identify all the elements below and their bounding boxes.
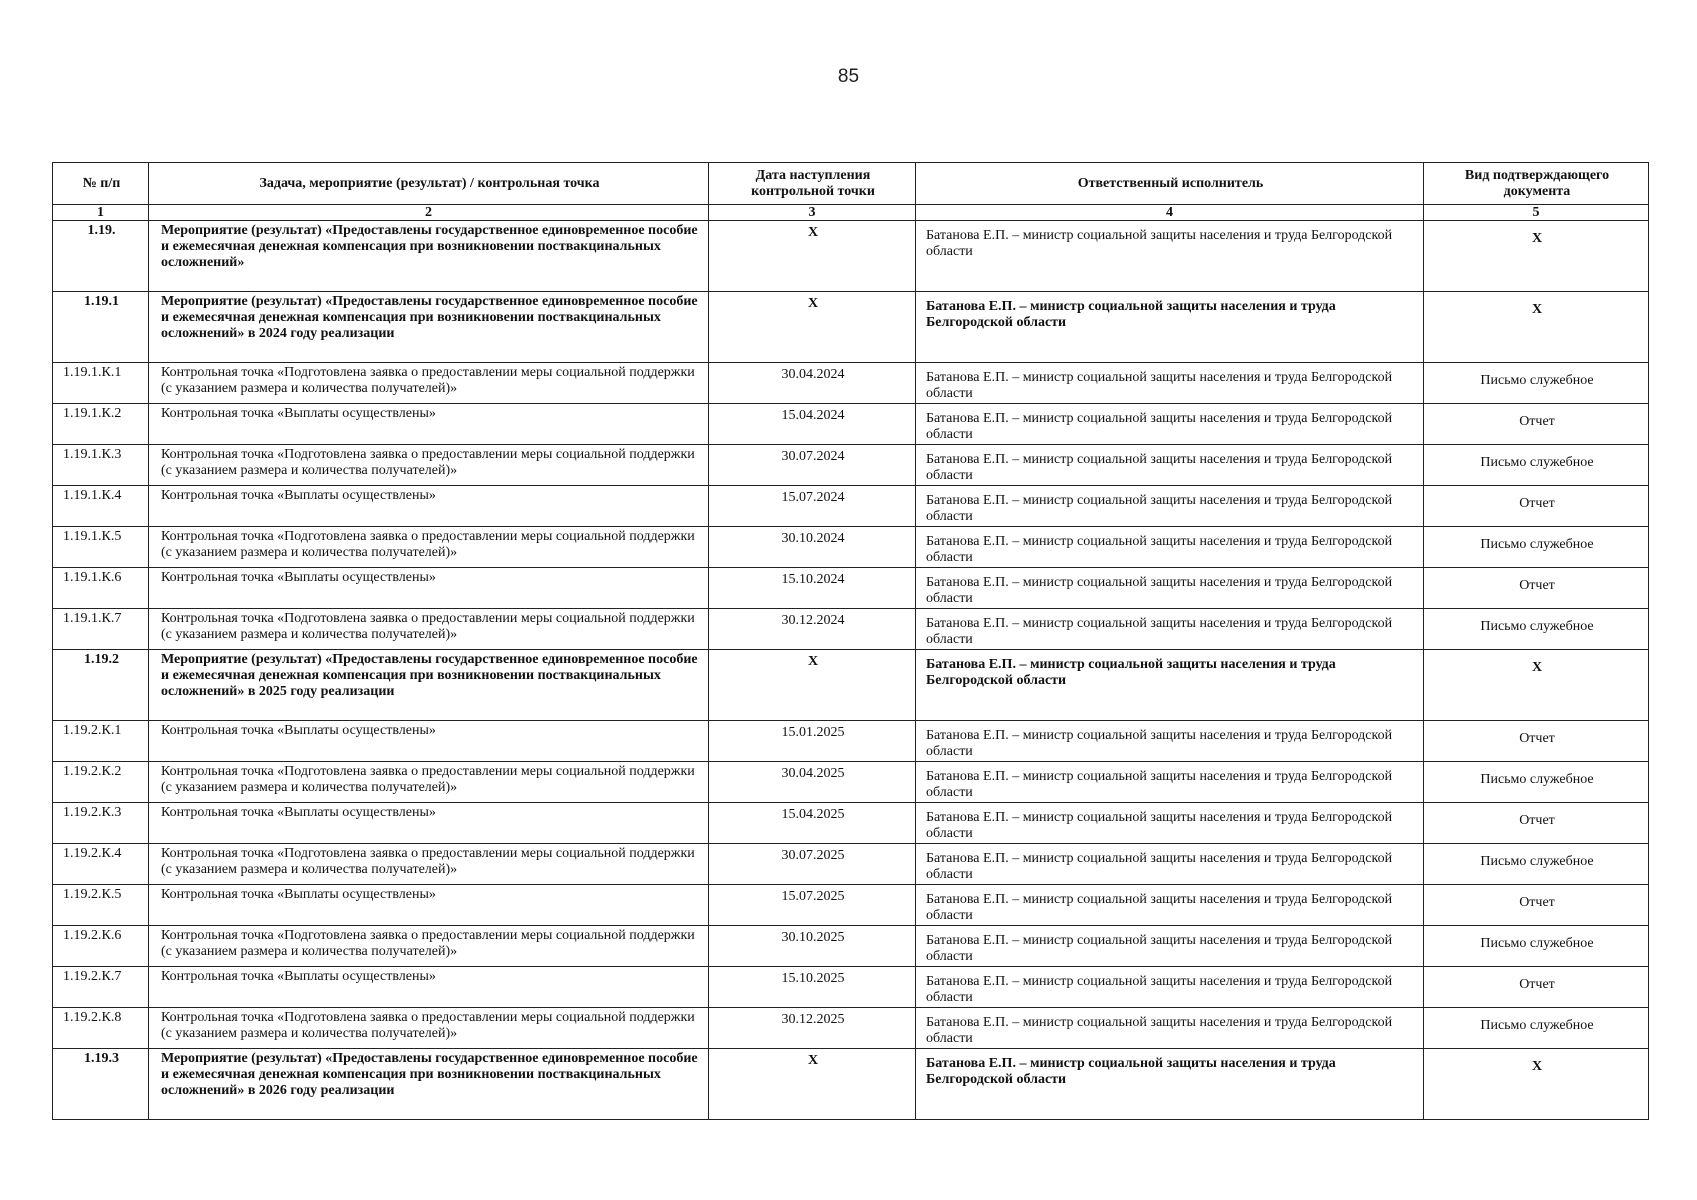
row-responsible: Батанова Е.П. – министр социальной защиты населения и труда Белгородской области bbox=[916, 762, 1424, 803]
plan-table bbox=[52, 162, 1649, 1120]
table-row bbox=[53, 926, 1649, 967]
row-date: X bbox=[709, 650, 916, 721]
row-date: 30.07.2025 bbox=[709, 844, 916, 885]
row-number: 1.19.2.К.6 bbox=[53, 926, 149, 967]
row-task: Контрольная точка «Подготовлена заявка о предоставлении меры социальной поддержки (с указанием размера и количества получателей)» bbox=[149, 844, 709, 885]
row-responsible: Батанова Е.П. – министр социальной защиты населения и труда Белгородской области bbox=[916, 1008, 1424, 1049]
row-date: 30.10.2024 bbox=[709, 527, 916, 568]
row-task: Контрольная точка «Выплаты осуществлены» bbox=[149, 486, 709, 527]
row-number: 1.19.1.К.6 bbox=[53, 568, 149, 609]
row-number: 1.19.1.К.1 bbox=[53, 363, 149, 404]
row-document: Письмо служебное bbox=[1424, 926, 1649, 967]
row-responsible: Батанова Е.П. – министр социальной защиты населения и труда Белгородской области bbox=[916, 926, 1424, 967]
row-responsible: Батанова Е.П. – министр социальной защиты населения и труда Белгородской области bbox=[916, 1049, 1424, 1120]
row-number: 1.19.2.К.8 bbox=[53, 1008, 149, 1049]
column-number-row bbox=[53, 205, 1649, 221]
row-document: X bbox=[1424, 292, 1649, 363]
row-responsible: Батанова Е.П. – министр социальной защиты населения и труда Белгородской области bbox=[916, 404, 1424, 445]
row-responsible: Батанова Е.П. – министр социальной защиты населения и труда Белгородской области bbox=[916, 221, 1424, 292]
row-date: 15.04.2025 bbox=[709, 803, 916, 844]
row-date: X bbox=[709, 1049, 916, 1120]
column-number-1: 1 bbox=[53, 205, 149, 221]
row-task: Контрольная точка «Подготовлена заявка о предоставлении меры социальной поддержки (с указанием размера и количества получателей)» bbox=[149, 1008, 709, 1049]
row-responsible: Батанова Е.П. – министр социальной защиты населения и труда Белгородской области bbox=[916, 650, 1424, 721]
row-document: Отчет bbox=[1424, 803, 1649, 844]
row-document: Письмо служебное bbox=[1424, 1008, 1649, 1049]
row-document: X bbox=[1424, 221, 1649, 292]
row-responsible: Батанова Е.П. – министр социальной защиты населения и труда Белгородской области bbox=[916, 445, 1424, 486]
row-responsible: Батанова Е.П. – министр социальной защиты населения и труда Белгородской области bbox=[916, 363, 1424, 404]
table-row bbox=[53, 363, 1649, 404]
row-number: 1.19.2.К.4 bbox=[53, 844, 149, 885]
row-document: Отчет bbox=[1424, 885, 1649, 926]
row-date: 15.01.2025 bbox=[709, 721, 916, 762]
row-task: Контрольная точка «Выплаты осуществлены» bbox=[149, 967, 709, 1008]
table-row bbox=[53, 445, 1649, 486]
row-document: Отчет bbox=[1424, 404, 1649, 445]
table-row bbox=[53, 885, 1649, 926]
row-document: Письмо служебное bbox=[1424, 527, 1649, 568]
table-row bbox=[53, 292, 1649, 363]
row-number: 1.19.2.К.5 bbox=[53, 885, 149, 926]
row-date: 15.10.2024 bbox=[709, 568, 916, 609]
row-number: 1.19.2.К.7 bbox=[53, 967, 149, 1008]
row-date: 15.07.2024 bbox=[709, 486, 916, 527]
header-date: Дата наступления контрольной точки bbox=[709, 163, 916, 205]
row-task: Мероприятие (результат) «Предоставлены государственное единовременное пособие и ежемесячная денежная компенсация при возникновении поствакцинальных осложнений» в 2026 году реализации bbox=[149, 1049, 709, 1120]
row-number: 1.19.2 bbox=[53, 650, 149, 721]
header-responsible: Ответственный исполнитель bbox=[916, 163, 1424, 205]
row-task: Мероприятие (результат) «Предоставлены государственное единовременное пособие и ежемесячная денежная компенсация при возникновении поствакцинальных осложнений» bbox=[149, 221, 709, 292]
row-document: Отчет bbox=[1424, 568, 1649, 609]
column-number-2: 2 bbox=[149, 205, 709, 221]
row-document: Письмо служебное bbox=[1424, 363, 1649, 404]
row-number: 1.19.1.К.5 bbox=[53, 527, 149, 568]
row-date: X bbox=[709, 221, 916, 292]
table-row bbox=[53, 803, 1649, 844]
row-number: 1.19.1.К.4 bbox=[53, 486, 149, 527]
row-document: Отчет bbox=[1424, 721, 1649, 762]
row-task: Контрольная точка «Подготовлена заявка о предоставлении меры социальной поддержки (с указанием размера и количества получателей)» bbox=[149, 445, 709, 486]
table-row bbox=[53, 404, 1649, 445]
row-number: 1.19.1.К.2 bbox=[53, 404, 149, 445]
table-row bbox=[53, 762, 1649, 803]
row-document: X bbox=[1424, 1049, 1649, 1120]
row-date: 30.04.2025 bbox=[709, 762, 916, 803]
page-number: 85 bbox=[837, 66, 860, 87]
table-row bbox=[53, 844, 1649, 885]
table-row bbox=[53, 221, 1649, 292]
row-date: 30.04.2024 bbox=[709, 363, 916, 404]
row-responsible: Батанова Е.П. – министр социальной защиты населения и труда Белгородской области bbox=[916, 292, 1424, 363]
column-number-5: 5 bbox=[1424, 205, 1649, 221]
row-document: Письмо служебное bbox=[1424, 844, 1649, 885]
row-date: 30.10.2025 bbox=[709, 926, 916, 967]
row-responsible: Батанова Е.П. – министр социальной защиты населения и труда Белгородской области bbox=[916, 568, 1424, 609]
row-number: 1.19.2.К.3 bbox=[53, 803, 149, 844]
row-date: 30.12.2024 bbox=[709, 609, 916, 650]
row-document: X bbox=[1424, 650, 1649, 721]
row-responsible: Батанова Е.П. – министр социальной защиты населения и труда Белгородской области bbox=[916, 721, 1424, 762]
row-task: Контрольная точка «Подготовлена заявка о предоставлении меры социальной поддержки (с указанием размера и количества получателей)» bbox=[149, 762, 709, 803]
row-date: 15.10.2025 bbox=[709, 967, 916, 1008]
row-date: X bbox=[709, 292, 916, 363]
row-responsible: Батанова Е.П. – министр социальной защиты населения и труда Белгородской области bbox=[916, 844, 1424, 885]
row-responsible: Батанова Е.П. – министр социальной защиты населения и труда Белгородской области bbox=[916, 967, 1424, 1008]
row-number: 1.19.2.К.2 bbox=[53, 762, 149, 803]
header-document: Вид подтверждающего документа bbox=[1424, 163, 1649, 205]
row-responsible: Батанова Е.П. – министр социальной защиты населения и труда Белгородской области bbox=[916, 486, 1424, 527]
row-responsible: Батанова Е.П. – министр социальной защиты населения и труда Белгородской области bbox=[916, 527, 1424, 568]
table-row bbox=[53, 721, 1649, 762]
row-number: 1.19.2.К.1 bbox=[53, 721, 149, 762]
row-responsible: Батанова Е.П. – министр социальной защиты населения и труда Белгородской области bbox=[916, 609, 1424, 650]
row-task: Контрольная точка «Выплаты осуществлены» bbox=[149, 803, 709, 844]
row-task: Мероприятие (результат) «Предоставлены государственное единовременное пособие и ежемесячная денежная компенсация при возникновении поствакцинальных осложнений» в 2025 году реализации bbox=[149, 650, 709, 721]
row-number: 1.19.1 bbox=[53, 292, 149, 363]
row-number: 1.19.1.К.3 bbox=[53, 445, 149, 486]
table-row bbox=[53, 609, 1649, 650]
row-task: Контрольная точка «Выплаты осуществлены» bbox=[149, 404, 709, 445]
row-document: Письмо служебное bbox=[1424, 762, 1649, 803]
table-row bbox=[53, 650, 1649, 721]
table-row bbox=[53, 568, 1649, 609]
column-number-3: 3 bbox=[709, 205, 916, 221]
header-number: № п/п bbox=[53, 163, 149, 205]
row-task: Мероприятие (результат) «Предоставлены государственное единовременное пособие и ежемесячная денежная компенсация при возникновении поствакцинальных осложнений» в 2024 году реализации bbox=[149, 292, 709, 363]
row-task: Контрольная точка «Подготовлена заявка о предоставлении меры социальной поддержки (с указанием размера и количества получателей)» bbox=[149, 609, 709, 650]
row-task: Контрольная точка «Выплаты осуществлены» bbox=[149, 721, 709, 762]
row-date: 30.07.2024 bbox=[709, 445, 916, 486]
row-document: Отчет bbox=[1424, 967, 1649, 1008]
table-row bbox=[53, 967, 1649, 1008]
header-task: Задача, мероприятие (результат) / контрольная точка bbox=[149, 163, 709, 205]
row-task: Контрольная точка «Выплаты осуществлены» bbox=[149, 568, 709, 609]
row-number: 1.19.3 bbox=[53, 1049, 149, 1120]
row-responsible: Батанова Е.П. – министр социальной защиты населения и труда Белгородской области bbox=[916, 803, 1424, 844]
row-number: 1.19.1.К.7 bbox=[53, 609, 149, 650]
row-date: 15.04.2024 bbox=[709, 404, 916, 445]
row-task: Контрольная точка «Выплаты осуществлены» bbox=[149, 885, 709, 926]
row-task: Контрольная точка «Подготовлена заявка о предоставлении меры социальной поддержки (с указанием размера и количества получателей)» bbox=[149, 926, 709, 967]
row-task: Контрольная точка «Подготовлена заявка о предоставлении меры социальной поддержки (с указанием размера и количества получателей)» bbox=[149, 527, 709, 568]
row-date: 30.12.2025 bbox=[709, 1008, 916, 1049]
row-document: Письмо служебное bbox=[1424, 445, 1649, 486]
table-row bbox=[53, 1008, 1649, 1049]
table-header-row bbox=[53, 163, 1649, 205]
row-date: 15.07.2025 bbox=[709, 885, 916, 926]
row-document: Отчет bbox=[1424, 486, 1649, 527]
row-number: 1.19. bbox=[53, 221, 149, 292]
table-row bbox=[53, 486, 1649, 527]
table-row bbox=[53, 1049, 1649, 1120]
table-row bbox=[53, 527, 1649, 568]
column-number-4: 4 bbox=[916, 205, 1424, 221]
row-task: Контрольная точка «Подготовлена заявка о предоставлении меры социальной поддержки (с указанием размера и количества получателей)» bbox=[149, 363, 709, 404]
row-responsible: Батанова Е.П. – министр социальной защиты населения и труда Белгородской области bbox=[916, 885, 1424, 926]
row-document: Письмо служебное bbox=[1424, 609, 1649, 650]
